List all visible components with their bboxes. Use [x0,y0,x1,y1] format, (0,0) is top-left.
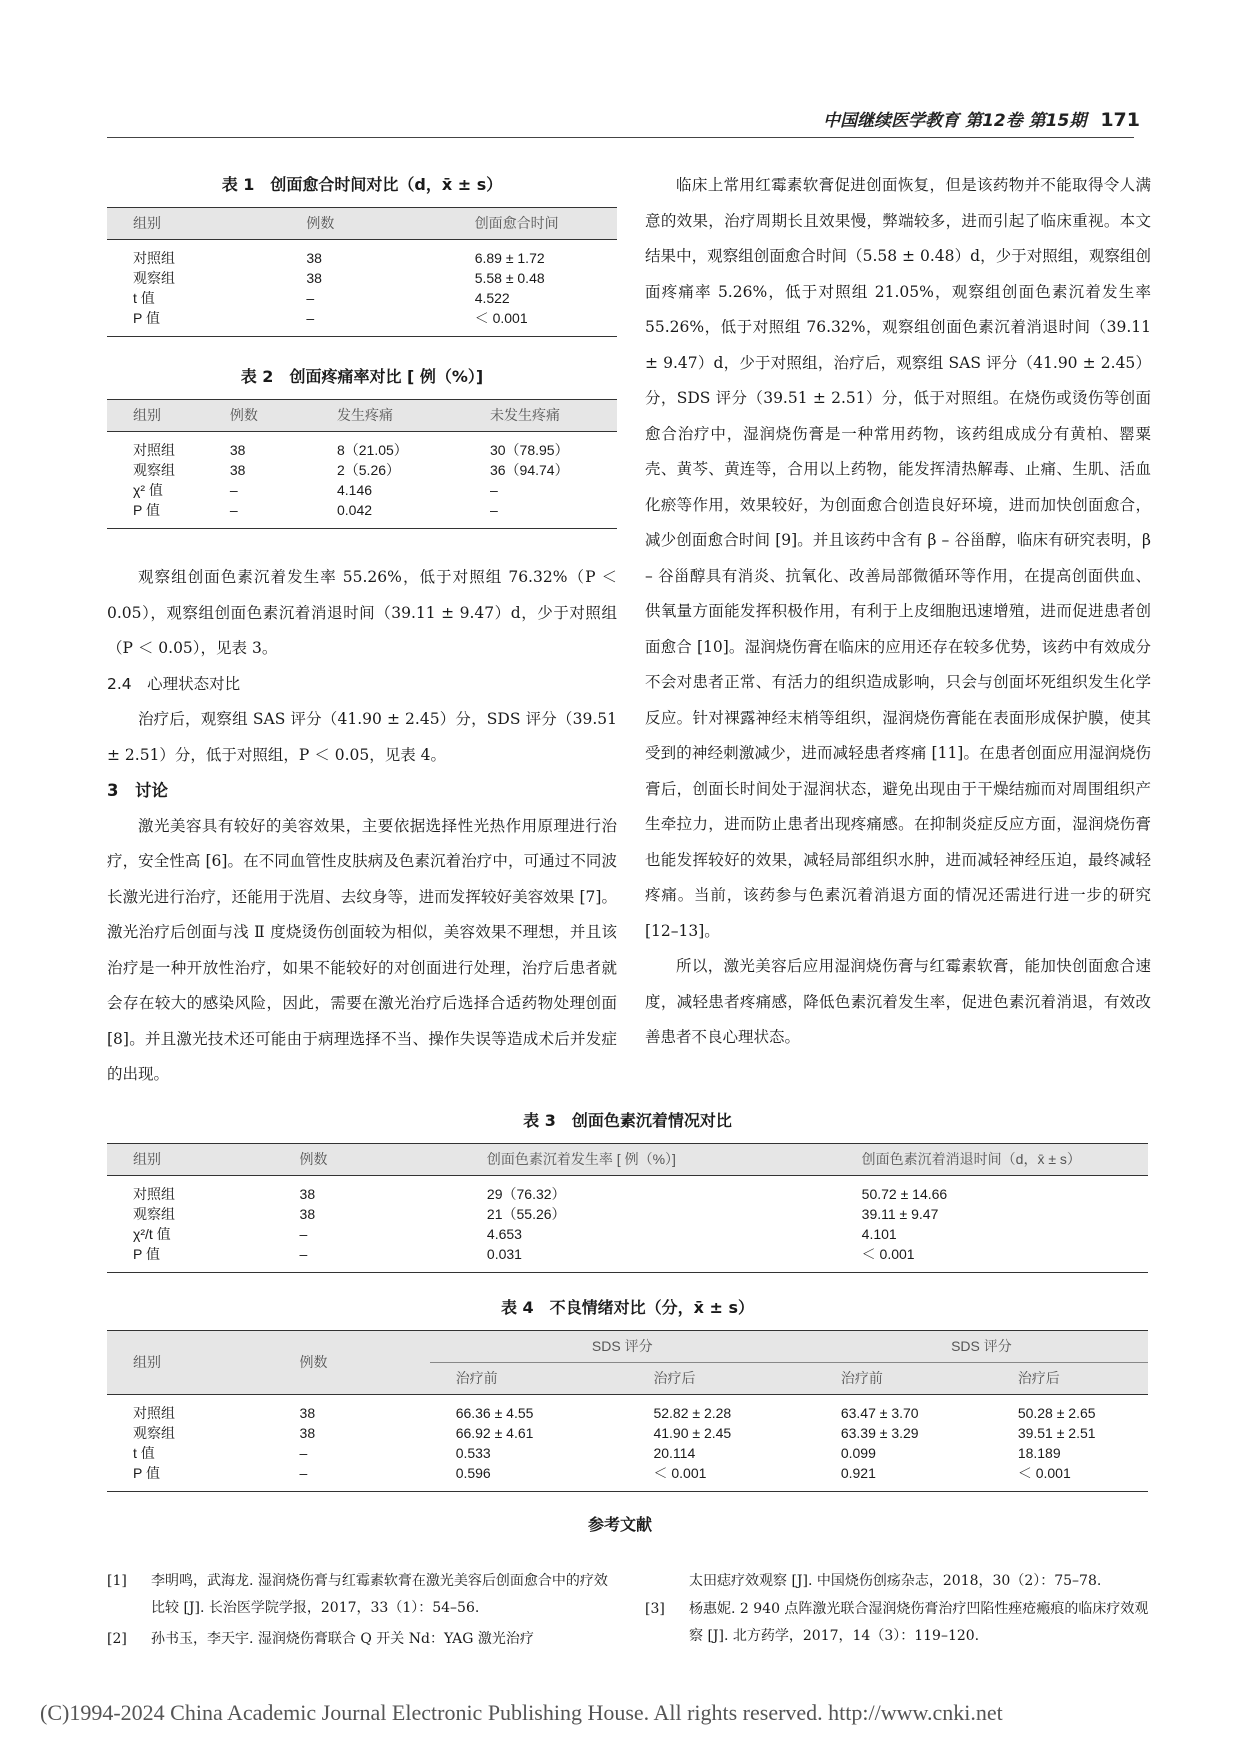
table-row [107,1463,1148,1492]
table-cell: 38 [299,1405,316,1421]
table-cell: – [280,308,448,337]
right-body-text [645,168,1151,1056]
table-cell: χ²/t 值 [133,1226,171,1242]
page-number: 171 [1100,109,1140,131]
reference-item [645,1596,1151,1650]
table-cell: 观察组 [133,270,175,286]
table-cell: t 值 [133,290,155,306]
table-cell: – [299,1226,308,1242]
paragraph: 临床上常用红霉素软膏促进创面恢复，但是该药物并不能取得令人满意的效果，治疗周期长且效果慢，弊端较多，进而引起了临床重视。本文结果中，观察组创面愈合时间（5.58 ± 0.48）d，少于对照组，观察组创面疼痛率 5.26%，低于对照组 21.05%，观察组创面色素沉着发生率 55.26%，低于对照组 76.32%，观察组创面色素沉着消退时间（39.11 ± 9.47）d，少于对照组，治疗后，观察组 SAS 评分（41.90 ± 2.45）分，SDS 评分（39.51 ± 2.51）分，低于对照组。在烧伤或烫伤等创面愈合治疗中，湿润烧伤膏是一种常用药物，该药组成成分有黄柏、罂粟壳、黄芩、黄连等，合用以上药物，能发挥清热解毒、止痛、生肌、活血化瘀等作用，效果较好，为创面愈合创造良好环境，进而加快创面愈合，减少创面愈合时间 [9]。并且该药中含有 β – 谷甾醇，临床有研究表明，β – 谷甾醇具有消炎、抗氧化、改善局部微循环等作用，在提高创面供血、供氧量方面能发挥积极作用，有利于上皮细胞迅速增殖，进而促进患者创面愈合 [10]。湿润烧伤膏在临床的应用还存在较多优势，该药中有效成分不会对患者正常、有活力的组织造成影响，只会与创面坏死组织发生化学反应。针对裸露神经末梢等组织，湿润烧伤膏能在表面形成保护膜，使其受到的神经刺激减少，进而减轻患者疼痛 [11]。在患者创面应用湿润烧伤膏后，创面长时间处于湿润状态，避免出现由于干燥结痂而对周围组织产生牵拉力，进而防止患者出现疼痛感。在抑制炎症反应方面，湿润烧伤膏也能发挥较好的效果，减轻局部组织水肿，进而减轻神经压迫，最终减轻疼痛。当前，该药参与色素沉着消退方面的情况还需进行进一步的研究 [12–13]。 [645,176,1151,940]
table-cell: ＜ 0.001 [836,1244,1148,1273]
table-row [107,1443,1148,1463]
left-body-text [107,560,617,1093]
table-row [107,1244,1148,1273]
table-2-header: 例数 [204,400,311,432]
table-cell: 对照组 [133,1186,175,1202]
table-cell: 38 [299,1425,316,1441]
table-row [107,268,617,288]
reference-number: [2] [107,1631,127,1647]
table-cell: 8（21.05） [336,442,408,458]
table-row [107,500,617,529]
table-cell: P 值 [107,308,280,337]
table-cell: 对照组 [133,250,175,266]
table-cell: 6.89 ± 1.72 [474,250,545,266]
table-cell: 52.82 ± 2.28 [653,1405,732,1421]
header-rule [107,137,1134,138]
reference-text: 孙书玉，李天宇. 湿润烧伤膏联合 Q 开关 Nd：YAG 激光治疗 [151,1631,534,1647]
table-cell: 41.90 ± 2.45 [653,1425,732,1441]
table-cell: 对照组 [133,442,175,458]
table-1-header: 创面愈合时间 [449,208,617,240]
reference-text: 杨惠妮. 2 940 点阵激光联合湿润烧伤膏治疗凹陷性痤疮瘢痕的临床疗效观察 [J]. 北方药学，2017，14（3）：119–120. [689,1601,1149,1644]
table-cell: 30（78.95） [489,442,569,458]
table-cell: 20.114 [653,1445,696,1461]
section-heading: 2.4 心理状态对比 [107,674,241,693]
table-row [107,1224,1148,1244]
table-cell: – [306,290,315,306]
table-cell: 63.39 ± 3.29 [840,1425,919,1441]
table-3-header: 创面色素沉着发生率 [ 例（%）] [461,1144,836,1176]
table-cell: – [204,500,311,529]
table-2-caption: 表 2 创面疼痛率对比 [ 例（%）] [240,367,484,386]
table-cell: 66.92 ± 4.61 [455,1425,534,1441]
table-cell: ＜ 0.001 [449,308,617,337]
references-title: 参考文献 [587,1515,652,1534]
table-cell: 21（55.26） [486,1206,566,1222]
copyright-footer: (C)1994-2024 China Academic Journal Electronic Publishing House. All rights reserved. http://www.cnki.net [40,1700,1003,1725]
table-cell: 50.72 ± 14.66 [861,1186,948,1202]
table-row [107,240,617,269]
table-cell: 0.031 [461,1244,836,1273]
table-cell: P 值 [107,1463,274,1492]
table-cell: – [274,1463,430,1492]
table-cell: 0.596 [430,1463,628,1492]
table-cell: 66.36 ± 4.55 [455,1405,534,1421]
table-cell: 36（94.74） [489,462,569,478]
paragraph: 激光美容具有较好的美容效果，主要依据选择性光热作用原理进行治疗，安全性高 [6]。在不同血管性皮肤病及色素沉着治疗中，可通过不同波长激光进行治疗，还能用于洗眉、去纹身等，进而发挥较好美容效果 [7]。激光治疗后创面与浅 Ⅱ 度烧烫伤创面较为相似，美容效果不理想，并且该治疗是一种开放性治疗，如果不能较好的对创面进行处理，治疗后患者就会存在较大的感染风险，因此，需要在激光治疗后选择合适药物处理创面 [8]。并且激光技术还可能由于病理选择不当、操作失误等造成术后并发症的出现。 [107,816,617,1083]
table-2 [107,364,617,529]
table-4-subheader: 治疗后 [992,1363,1148,1395]
table-cell: 38 [229,462,246,478]
table-3-header: 创面色素沉着消退时间（d，x̄ ± s） [836,1144,1148,1176]
table-cell: 63.47 ± 3.70 [840,1405,919,1421]
table-cell: 对照组 [133,1405,175,1421]
table-cell: 18.189 [1017,1445,1061,1461]
paragraph: 治疗后，观察组 SAS 评分（41.90 ± 2.45）分，SDS 评分（39.51 ± 2.51）分，低于对照组，P ＜ 0.05，见表 4。 [107,710,617,764]
table-cell: – [299,1445,308,1461]
table-4-group-header: SDS 评分 [430,1331,815,1363]
table-cell: t 值 [133,1445,155,1461]
table-cell: 4.146 [336,482,373,498]
table-cell: 38 [306,270,322,286]
table-2-header: 发生疼痛 [311,400,464,432]
reference-number: [3] [645,1601,665,1617]
table-cell: ＜ 0.001 [992,1463,1148,1492]
table-row [107,308,617,337]
table-4-subheader: 治疗前 [430,1363,628,1395]
table-row [107,1204,1148,1224]
table-4-subheader: 治疗后 [627,1363,814,1395]
running-header [823,106,1140,131]
table-1-header: 组别 [107,208,280,240]
reference-text: 李明鸣，武海龙. 湿润烧伤膏与红霉素软膏在激光美容后创面愈合中的疗效比较 [J]. 长治医学院学报，2017，33（1）：54–56. [151,1573,608,1616]
table-cell: – [464,500,617,529]
table-cell: 4.653 [486,1226,522,1242]
reference-item [107,1626,617,1653]
table-row [107,460,617,480]
table-4-header: 例数 [274,1331,430,1395]
table-3-header: 例数 [274,1144,461,1176]
table-cell: 38 [299,1186,316,1202]
table-4-header: 组别 [107,1331,274,1395]
table-cell: 0.099 [840,1445,876,1461]
table-cell: 38 [306,250,322,266]
table-1 [107,172,617,337]
table-4-group-header: SDS 评分 [815,1331,1148,1363]
table-cell: 4.101 [861,1226,897,1242]
table-cell: 5.58 ± 0.48 [474,270,545,286]
section-heading: 3 讨论 [107,781,168,800]
table-cell: P 值 [107,1244,274,1273]
table-4-subheader: 治疗前 [815,1363,992,1395]
reference-item [107,1568,617,1622]
table-cell: 0.921 [815,1463,992,1492]
reference-item-continued [645,1568,1151,1595]
table-row [107,1176,1148,1205]
table-cell: – [274,1244,461,1273]
table-cell: 观察组 [133,1206,175,1222]
table-cell: 29（76.32） [486,1186,566,1202]
table-cell: 39.11 ± 9.47 [861,1206,939,1222]
table-row [107,432,617,461]
table-2-header: 未发生疼痛 [464,400,617,432]
journal-name: 中国继续医学教育 第12卷 第15期 [823,111,1087,131]
table-cell: χ² 值 [133,482,163,498]
table-row [107,1423,1148,1443]
table-row [107,480,617,500]
table-cell: 38 [229,442,246,458]
table-1-header: 例数 [280,208,448,240]
table-2-header: 组别 [107,400,204,432]
table-cell: 39.51 ± 2.51 [1017,1425,1096,1441]
paragraph: 所以，激光美容后应用湿润烧伤膏与红霉素软膏，能加快创面愈合速度，减轻患者疼痛感，降低色素沉着发生率，促进色素沉着消退，有效改善患者不良心理状态。 [645,957,1151,1046]
table-row [107,288,617,308]
table-3-header: 组别 [107,1144,274,1176]
table-row [107,1395,1148,1424]
table-cell: 50.28 ± 2.65 [1017,1405,1096,1421]
table-cell: 0.533 [455,1445,491,1461]
table-cell: 观察组 [133,462,175,478]
paragraph: 观察组创面色素沉着发生率 55.26%，低于对照组 76.32%（P ＜ 0.05），观察组创面色素沉着消退时间（39.11 ± 9.47）d，少于对照组（P ＜ 0.05），见表 3。 [107,568,617,657]
table-cell: – [229,482,238,498]
table-3 [107,1108,1148,1273]
table-cell: 0.042 [311,500,464,529]
table-cell: 观察组 [133,1425,175,1441]
table-cell: 4.522 [474,290,510,306]
table-cell: – [489,482,498,498]
table-3-caption: 表 3 创面色素沉着情况对比 [523,1111,732,1130]
reference-number: [1] [107,1573,127,1589]
table-1-caption: 表 1 创面愈合时间对比（d，x̄ ± s） [221,175,503,194]
table-cell: ＜ 0.001 [627,1463,814,1492]
table-cell: P 值 [107,500,204,529]
reference-text: 太田痣疗效观察 [J]. 中国烧伤创疡杂志，2018，30（2）：75–78. [689,1573,1102,1589]
table-4-caption: 表 4 不良情绪对比（分，x̄ ± s） [500,1298,755,1317]
table-cell: 38 [299,1206,316,1222]
table-cell: 2（5.26） [336,462,401,478]
table-4 [107,1295,1148,1492]
